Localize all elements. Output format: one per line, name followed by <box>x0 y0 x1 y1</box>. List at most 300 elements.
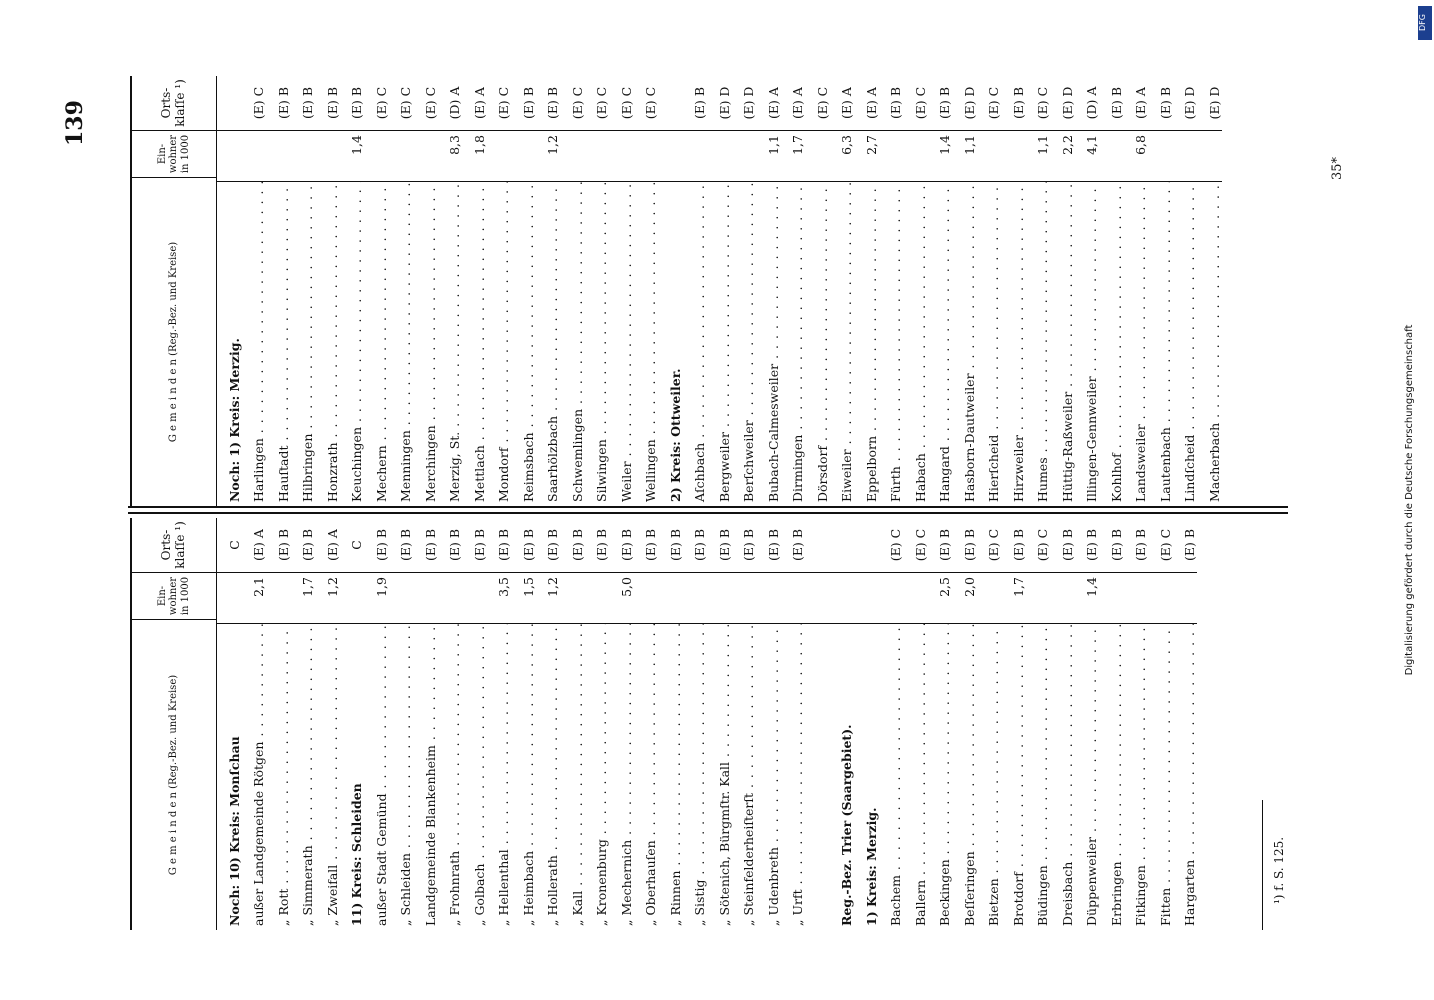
gemeinde-name: Keuchingen . . . <box>349 182 364 506</box>
gemeinde-name: Illingen-Gennweiler . . . <box>1084 182 1099 506</box>
einwohner-value <box>1050 573 1075 624</box>
table-row <box>413 76 438 506</box>
gemeinde-name: Büdingen . . . <box>1035 624 1050 930</box>
gemeinde-name: Dörsdorf . . . <box>815 182 830 506</box>
einwohner-value: 1,1 <box>1026 131 1051 182</box>
table-row <box>609 76 634 506</box>
gemeinde-name: Saarhölzbach . . . <box>545 182 560 506</box>
ortsklasse-value: (E) C <box>413 76 438 131</box>
ortsklasse-value: C <box>340 518 365 573</box>
einwohner-value: 1,9 <box>364 573 389 624</box>
einwohner-value <box>1124 573 1149 624</box>
gemeinde-name: Wellingen . . . <box>643 182 658 506</box>
ortsklasse-value: (E) A <box>315 518 340 573</box>
gemeinde-name: Brotdorf . . . <box>1011 624 1026 930</box>
gemeinde-name: Honzrath . . . <box>325 182 340 506</box>
gemeinde-name: Hasborn-Dautweiler . . . <box>962 182 977 506</box>
column-divider <box>128 506 1288 514</box>
einwohner-value <box>217 573 242 624</box>
ortsklasse-value <box>658 76 683 131</box>
table-row <box>585 518 610 930</box>
gemeinde-name: Weiler . . . <box>619 182 634 506</box>
table-row <box>217 518 242 930</box>
einwohner-value <box>879 573 904 624</box>
einwohner-value <box>903 573 928 624</box>
right-table-header <box>132 76 217 506</box>
einwohner-value <box>389 131 414 182</box>
table-row <box>1001 518 1026 930</box>
ortsklasse-value: (E) B <box>315 76 340 131</box>
gemeinde-name: Kohlhof . . . <box>1109 182 1124 506</box>
table-row <box>242 518 267 930</box>
einwohner-value <box>413 131 438 182</box>
einwohner-value <box>1173 573 1198 624</box>
table-row <box>487 518 512 930</box>
ortsklasse-value: (E) B <box>487 518 512 573</box>
ortsklasse-value: (E) C <box>364 76 389 131</box>
ortsklasse-value: (E) A <box>830 76 855 131</box>
einwohner-value <box>707 131 732 182</box>
einwohner-value <box>903 131 928 182</box>
gemeinde-name: Merchingen . . . <box>423 182 438 506</box>
ortsklasse-value: (E) B <box>683 518 708 573</box>
gemeinde-name: Landgemeinde Blankenheim . . . <box>423 624 438 930</box>
ortsklasse-value: (E) B <box>364 518 389 573</box>
ortsklasse-value: (E) C <box>805 76 830 131</box>
einwohner-value <box>266 131 291 182</box>
einwohner-value <box>1001 131 1026 182</box>
gemeinde-name: „ Urft . . . <box>790 624 805 930</box>
ortsklasse-value: (E) B <box>291 518 316 573</box>
einwohner-value: 3,5 <box>487 573 512 624</box>
ortsklasse-value: (E) B <box>511 76 536 131</box>
einwohner-value: 1,1 <box>756 131 781 182</box>
einwohner-value: 1,2 <box>536 573 561 624</box>
ortsklasse-value: (E) B <box>1148 76 1173 131</box>
gemeinde-name: außer Stadt Gemünd . . . <box>374 624 389 930</box>
gemeinde-name: „ Kronenburg . . . <box>594 624 609 930</box>
table-row <box>413 518 438 930</box>
einwohner-value: 1,4 <box>928 131 953 182</box>
ortsklasse-value <box>830 518 855 573</box>
ortsklasse-value: (E) B <box>1173 518 1198 573</box>
ortsklasse-value: (E) B <box>879 76 904 131</box>
einwohner-value: 1,4 <box>340 131 365 182</box>
ortsklasse-value: (E) D <box>952 76 977 131</box>
table-row <box>658 76 683 506</box>
einwohner-value <box>560 131 585 182</box>
ortsklasse-value: (E) D <box>707 76 732 131</box>
left-table-header <box>132 518 217 930</box>
gemeinde-name: „ Golbach . . . <box>472 624 487 930</box>
einwohner-value <box>977 573 1002 624</box>
einwohner-value <box>462 573 487 624</box>
table-row <box>928 76 953 506</box>
ortsklasse-value <box>805 518 830 573</box>
gemeinde-name: „ Sötenich, Bürgmſtr. Kall . . . <box>717 624 732 930</box>
ortsklasse-value: (E) C <box>903 518 928 573</box>
table-row <box>1148 518 1173 930</box>
einwohner-value: 2,2 <box>1050 131 1075 182</box>
ortsklasse-value: (E) B <box>732 518 757 573</box>
ortsklasse-value: (E) C <box>1148 518 1173 573</box>
ortsklasse-value: (E) B <box>928 518 953 573</box>
gemeinde-name: „ Sistig . . . <box>692 624 707 930</box>
table-row <box>462 518 487 930</box>
ortsklasse-value: (E) D <box>1050 76 1075 131</box>
dfg-logo: DFG <box>1418 6 1432 40</box>
gemeinde-name: Beckingen . . . <box>937 624 952 930</box>
ortsklasse-value: (E) C <box>879 518 904 573</box>
table-row <box>634 76 659 506</box>
gemeinde-name: Fitten . . . <box>1158 624 1173 930</box>
table-row <box>1075 76 1100 506</box>
ortsklasse-value: (E) C <box>977 76 1002 131</box>
table-row <box>438 518 463 930</box>
gemeinde-name: Mettlach . . . <box>472 182 487 506</box>
einwohner-value: 1,7 <box>291 573 316 624</box>
gemeinde-name: Hüttig-Raßweiler . . . <box>1060 182 1075 506</box>
ortsklasse-value: (E) A <box>462 76 487 131</box>
table-row <box>462 76 487 506</box>
table-row <box>781 76 806 506</box>
ortsklasse-value: (E) C <box>1026 518 1051 573</box>
ortsklasse-value: (E) B <box>438 518 463 573</box>
ortsklasse-value: (E) C <box>1026 76 1051 131</box>
gemeinde-name: Macherbach . . . <box>1207 182 1222 506</box>
ortsklasse-value: (E) C <box>609 76 634 131</box>
footnote-rule <box>1262 800 1263 930</box>
table-row <box>879 518 904 930</box>
gemeinde-name: Merzig, St. . . . <box>447 182 462 506</box>
gemeinde-name: Eiweiler . . . <box>839 182 854 506</box>
table-row <box>1026 518 1051 930</box>
gemeinde-name: „ Zweifall . . . <box>325 624 340 930</box>
ortsklasse-value: C <box>217 518 242 573</box>
table-row <box>805 518 830 930</box>
table-row <box>560 76 585 506</box>
einwohner-value <box>487 131 512 182</box>
einwohner-value <box>585 573 610 624</box>
einwohner-value <box>1197 131 1222 182</box>
table-row <box>266 518 291 930</box>
ortsklasse-value: (E) C <box>560 76 585 131</box>
einwohner-value <box>977 131 1002 182</box>
gemeinde-name: 2) Kreis: Ottweiler. <box>667 368 683 502</box>
table-row <box>242 76 267 506</box>
gemeinde-name: „ Oberhauſen . . . <box>643 624 658 930</box>
gemeinde-name: „ Frohnrath . . . <box>447 624 462 930</box>
table-row <box>315 518 340 930</box>
einwohner-value <box>1148 131 1173 182</box>
einwohner-value <box>781 573 806 624</box>
table-row <box>658 518 683 930</box>
gemeinde-name: Hauſtadt . . . <box>276 182 291 506</box>
einwohner-value: 1,5 <box>511 573 536 624</box>
side-credit-text: Digitalisierung gefördert durch die Deutsche Forschungsgemeinschaft <box>1404 324 1415 676</box>
table-row <box>389 76 414 506</box>
gemeinde-name: Berſchweiler . . . <box>741 182 756 506</box>
einwohner-value <box>756 573 781 624</box>
table-row <box>1001 76 1026 506</box>
ortsklasse-value: (E) C <box>903 76 928 131</box>
table-row <box>707 518 732 930</box>
einwohner-value <box>805 573 830 624</box>
table-row <box>438 76 463 506</box>
table-row <box>536 518 561 930</box>
table-row <box>1099 76 1124 506</box>
einwohner-value <box>217 131 242 182</box>
einwohner-value <box>291 131 316 182</box>
table-row <box>364 518 389 930</box>
table-row <box>1099 518 1124 930</box>
ortsklasse-value: (E) B <box>511 518 536 573</box>
einwohner-value <box>315 131 340 182</box>
table-row <box>781 518 806 930</box>
einwohner-value <box>242 131 267 182</box>
table-row <box>732 518 757 930</box>
ortsklasse-value: (E) B <box>266 76 291 131</box>
table-row <box>1050 76 1075 506</box>
ortsklasse-value: (E) C <box>977 518 1002 573</box>
table-row <box>511 76 536 506</box>
gemeinde-name: Beſſeringen . . . <box>962 624 977 930</box>
ortsklasse-value: (E) B <box>781 518 806 573</box>
table-row <box>389 518 414 930</box>
ortsklasse-value: (E) B <box>609 518 634 573</box>
header-gemeinden: G e m e i n d e n (Reg.-Bez. und Kreise) <box>132 177 216 506</box>
table-row <box>977 518 1002 930</box>
gemeinde-name: Mechern . . . <box>374 182 389 506</box>
table-row <box>977 76 1002 506</box>
einwohner-value <box>1099 131 1124 182</box>
header-einwohner: Ein- wohner in 1000 <box>132 572 216 619</box>
gemeinde-name: „ Mechernich . . . <box>619 624 634 930</box>
einwohner-value <box>879 131 904 182</box>
ortsklasse-value: (E) B <box>560 518 585 573</box>
ortsklasse-value: (E) B <box>462 518 487 573</box>
gemeinde-name: Reg.-Bez. Trier (Saargebiet). <box>839 724 854 926</box>
gemeinde-name: 11) Kreis: Schleiden <box>349 783 364 926</box>
einwohner-value: 1,8 <box>462 131 487 182</box>
ortsklasse-value: (E) B <box>266 518 291 573</box>
table-row <box>1050 518 1075 930</box>
ortsklasse-value: (E) B <box>928 76 953 131</box>
table-row <box>928 518 953 930</box>
header-ortsklasse: Orts- klaſſe ¹) <box>159 521 187 569</box>
gemeinde-name: „ Simmerath . . . <box>300 624 315 930</box>
table-row <box>732 76 757 506</box>
table-row <box>609 518 634 930</box>
ortsklasse-value: (E) D <box>1173 76 1198 131</box>
einwohner-value <box>340 573 365 624</box>
einwohner-value <box>413 573 438 624</box>
einwohner-value <box>1173 131 1198 182</box>
table-row <box>291 518 316 930</box>
ortsklasse-value: (E) C <box>585 76 610 131</box>
gemeinde-name: „ Steinfelderheiſterſt . . . <box>741 624 756 930</box>
gemeinde-name: Hirzweiler . . . <box>1011 182 1026 506</box>
table-row <box>952 518 977 930</box>
ortsklasse-value: (E) B <box>952 518 977 573</box>
ortsklasse-value: (E) B <box>1050 518 1075 573</box>
table-row <box>952 76 977 506</box>
table-row <box>903 518 928 930</box>
einwohner-value <box>658 131 683 182</box>
gemeinde-name: Fitkingen . . . <box>1133 624 1148 930</box>
gemeinde-name: außer Landgemeinde Rötgen . . . <box>251 624 266 930</box>
ortsklasse-value: (E) B <box>1001 76 1026 131</box>
einwohner-value <box>854 573 879 624</box>
table-row <box>854 76 879 506</box>
ortsklasse-value: (E) B <box>1075 518 1100 573</box>
table-row <box>903 76 928 506</box>
header-gemeinden: G e m e i n d e n (Reg.-Bez. und Kreise) <box>132 619 216 930</box>
einwohner-value <box>389 573 414 624</box>
einwohner-value <box>634 573 659 624</box>
table-row <box>1197 76 1222 506</box>
table-row <box>1075 518 1100 930</box>
table-row <box>315 76 340 506</box>
einwohner-value <box>1148 573 1173 624</box>
gemeinde-name: 1) Kreis: Merzig. <box>863 807 879 926</box>
gemeinde-name: Ballern . . . <box>913 624 928 930</box>
einwohner-value: 4,1 <box>1075 131 1100 182</box>
gemeinde-name: Noch: 1) Kreis: Merzig. <box>226 338 242 502</box>
gemeinde-name: Noch: 10) Kreis: Monſchau <box>226 736 242 926</box>
right-table <box>130 76 1222 506</box>
gemeinde-name: Hargarten . . . <box>1182 624 1197 930</box>
einwohner-value <box>1099 573 1124 624</box>
ortsklasse-value: (E) B <box>1099 518 1124 573</box>
ortsklasse-value: (E) A <box>854 76 879 131</box>
einwohner-value: 1,2 <box>536 131 561 182</box>
ortsklasse-value: (E) C <box>242 76 267 131</box>
einwohner-value <box>658 573 683 624</box>
gemeinde-name: Hierſcheid . . . <box>986 182 1001 506</box>
ortsklasse-value: (E) B <box>756 518 781 573</box>
table-row <box>1148 76 1173 506</box>
gemeinde-name: Reimsbach . . . <box>521 182 536 506</box>
gemeinde-name: Lautenbach . . . <box>1158 182 1173 506</box>
ortsklasse-value: (E) B <box>658 518 683 573</box>
einwohner-value <box>732 573 757 624</box>
left-table-body <box>217 518 1197 930</box>
ortsklasse-value: (E) B <box>1124 518 1149 573</box>
gemeinde-name: Habach . . . <box>913 182 928 506</box>
einwohner-value: 2,1 <box>242 573 267 624</box>
einwohner-value: 1,1 <box>952 131 977 182</box>
ortsklasse-value: (E) B <box>389 518 414 573</box>
ortsklasse-value <box>217 76 242 131</box>
einwohner-value <box>707 573 732 624</box>
einwohner-value: 5,0 <box>609 573 634 624</box>
table-row <box>830 518 855 930</box>
gemeinde-name: Aſchbach . . . <box>692 182 707 506</box>
einwohner-value <box>830 573 855 624</box>
einwohner-value: 2,5 <box>928 573 953 624</box>
gemeinde-name: Dirmingen . . . <box>790 182 805 506</box>
gemeinde-name: Düppenweiler . . . <box>1084 624 1099 930</box>
einwohner-value: 6,3 <box>830 131 855 182</box>
table-row <box>340 518 365 930</box>
einwohner-value <box>266 573 291 624</box>
gemeinde-name: Silwingen . . . <box>594 182 609 506</box>
einwohner-value <box>364 131 389 182</box>
table-row <box>879 76 904 506</box>
ortsklasse-value: (E) A <box>781 76 806 131</box>
ortsklasse-value: (E) B <box>1099 76 1124 131</box>
table-row <box>854 518 879 930</box>
einwohner-value <box>634 131 659 182</box>
einwohner-value <box>683 573 708 624</box>
gemeinde-name: Bubach-Calmesweiler . . . <box>766 182 781 506</box>
ortsklasse-value: (E) B <box>585 518 610 573</box>
gemeinde-name: „ Heimbach . . . <box>521 624 536 930</box>
einwohner-value: 1,2 <box>315 573 340 624</box>
einwohner-value <box>1026 573 1051 624</box>
gemeinde-name: „ Udenbreth . . . <box>766 624 781 930</box>
table-row <box>1026 76 1051 506</box>
gemeinde-name: „ Schleiden . . . <box>398 624 413 930</box>
header-einwohner: Ein- wohner in 1000 <box>132 130 216 177</box>
einwohner-value <box>609 131 634 182</box>
gemeinde-name: „ Hollerath . . . <box>545 624 560 930</box>
einwohner-value: 6,8 <box>1124 131 1149 182</box>
table-row <box>1173 76 1198 506</box>
gemeinde-name: „ Kall . . . <box>570 624 585 930</box>
ortsklasse-value: (E) C <box>634 76 659 131</box>
table-row <box>511 518 536 930</box>
table-row <box>756 76 781 506</box>
einwohner-value: 8,3 <box>438 131 463 182</box>
ortsklasse-value: (E) B <box>291 76 316 131</box>
table-row <box>1124 518 1149 930</box>
table-row <box>1173 518 1198 930</box>
ortsklasse-value: (E) C <box>389 76 414 131</box>
ortsklasse-value <box>854 518 879 573</box>
ortsklasse-value: (E) A <box>242 518 267 573</box>
ortsklasse-value: (E) B <box>1001 518 1026 573</box>
einwohner-value <box>438 573 463 624</box>
ortsklasse-value: (E) D <box>1197 76 1222 131</box>
table-row <box>217 76 242 506</box>
gemeinde-name: Humes . . . <box>1035 182 1050 506</box>
gemeinde-name: Dreisbach . . . <box>1060 624 1075 930</box>
right-table-body <box>217 76 1222 506</box>
page-number: 139 <box>62 100 88 146</box>
einwohner-value: 2,0 <box>952 573 977 624</box>
einwohner-value <box>585 131 610 182</box>
table-row <box>340 76 365 506</box>
footnote: ¹) f. S. 125. <box>1272 836 1286 904</box>
side-strip <box>1400 0 1434 1000</box>
table-row <box>291 76 316 506</box>
gemeinde-name: Erbringen . . . <box>1109 624 1124 930</box>
gemeinde-name: Bergweiler . . . <box>717 182 732 506</box>
table-row <box>634 518 659 930</box>
table-row <box>707 76 732 506</box>
gemeinde-name: Mondorf . . . <box>496 182 511 506</box>
gemeinde-name: Hilbringen . . . <box>300 182 315 506</box>
gemeinde-name: Schwemlingen . . . <box>570 182 585 506</box>
einwohner-value <box>732 131 757 182</box>
table-row <box>487 76 512 506</box>
ortsklasse-value: (E) D <box>732 76 757 131</box>
ortsklasse-value: (D) A <box>438 76 463 131</box>
table-row <box>585 76 610 506</box>
einwohner-value: 1,4 <box>1075 573 1100 624</box>
